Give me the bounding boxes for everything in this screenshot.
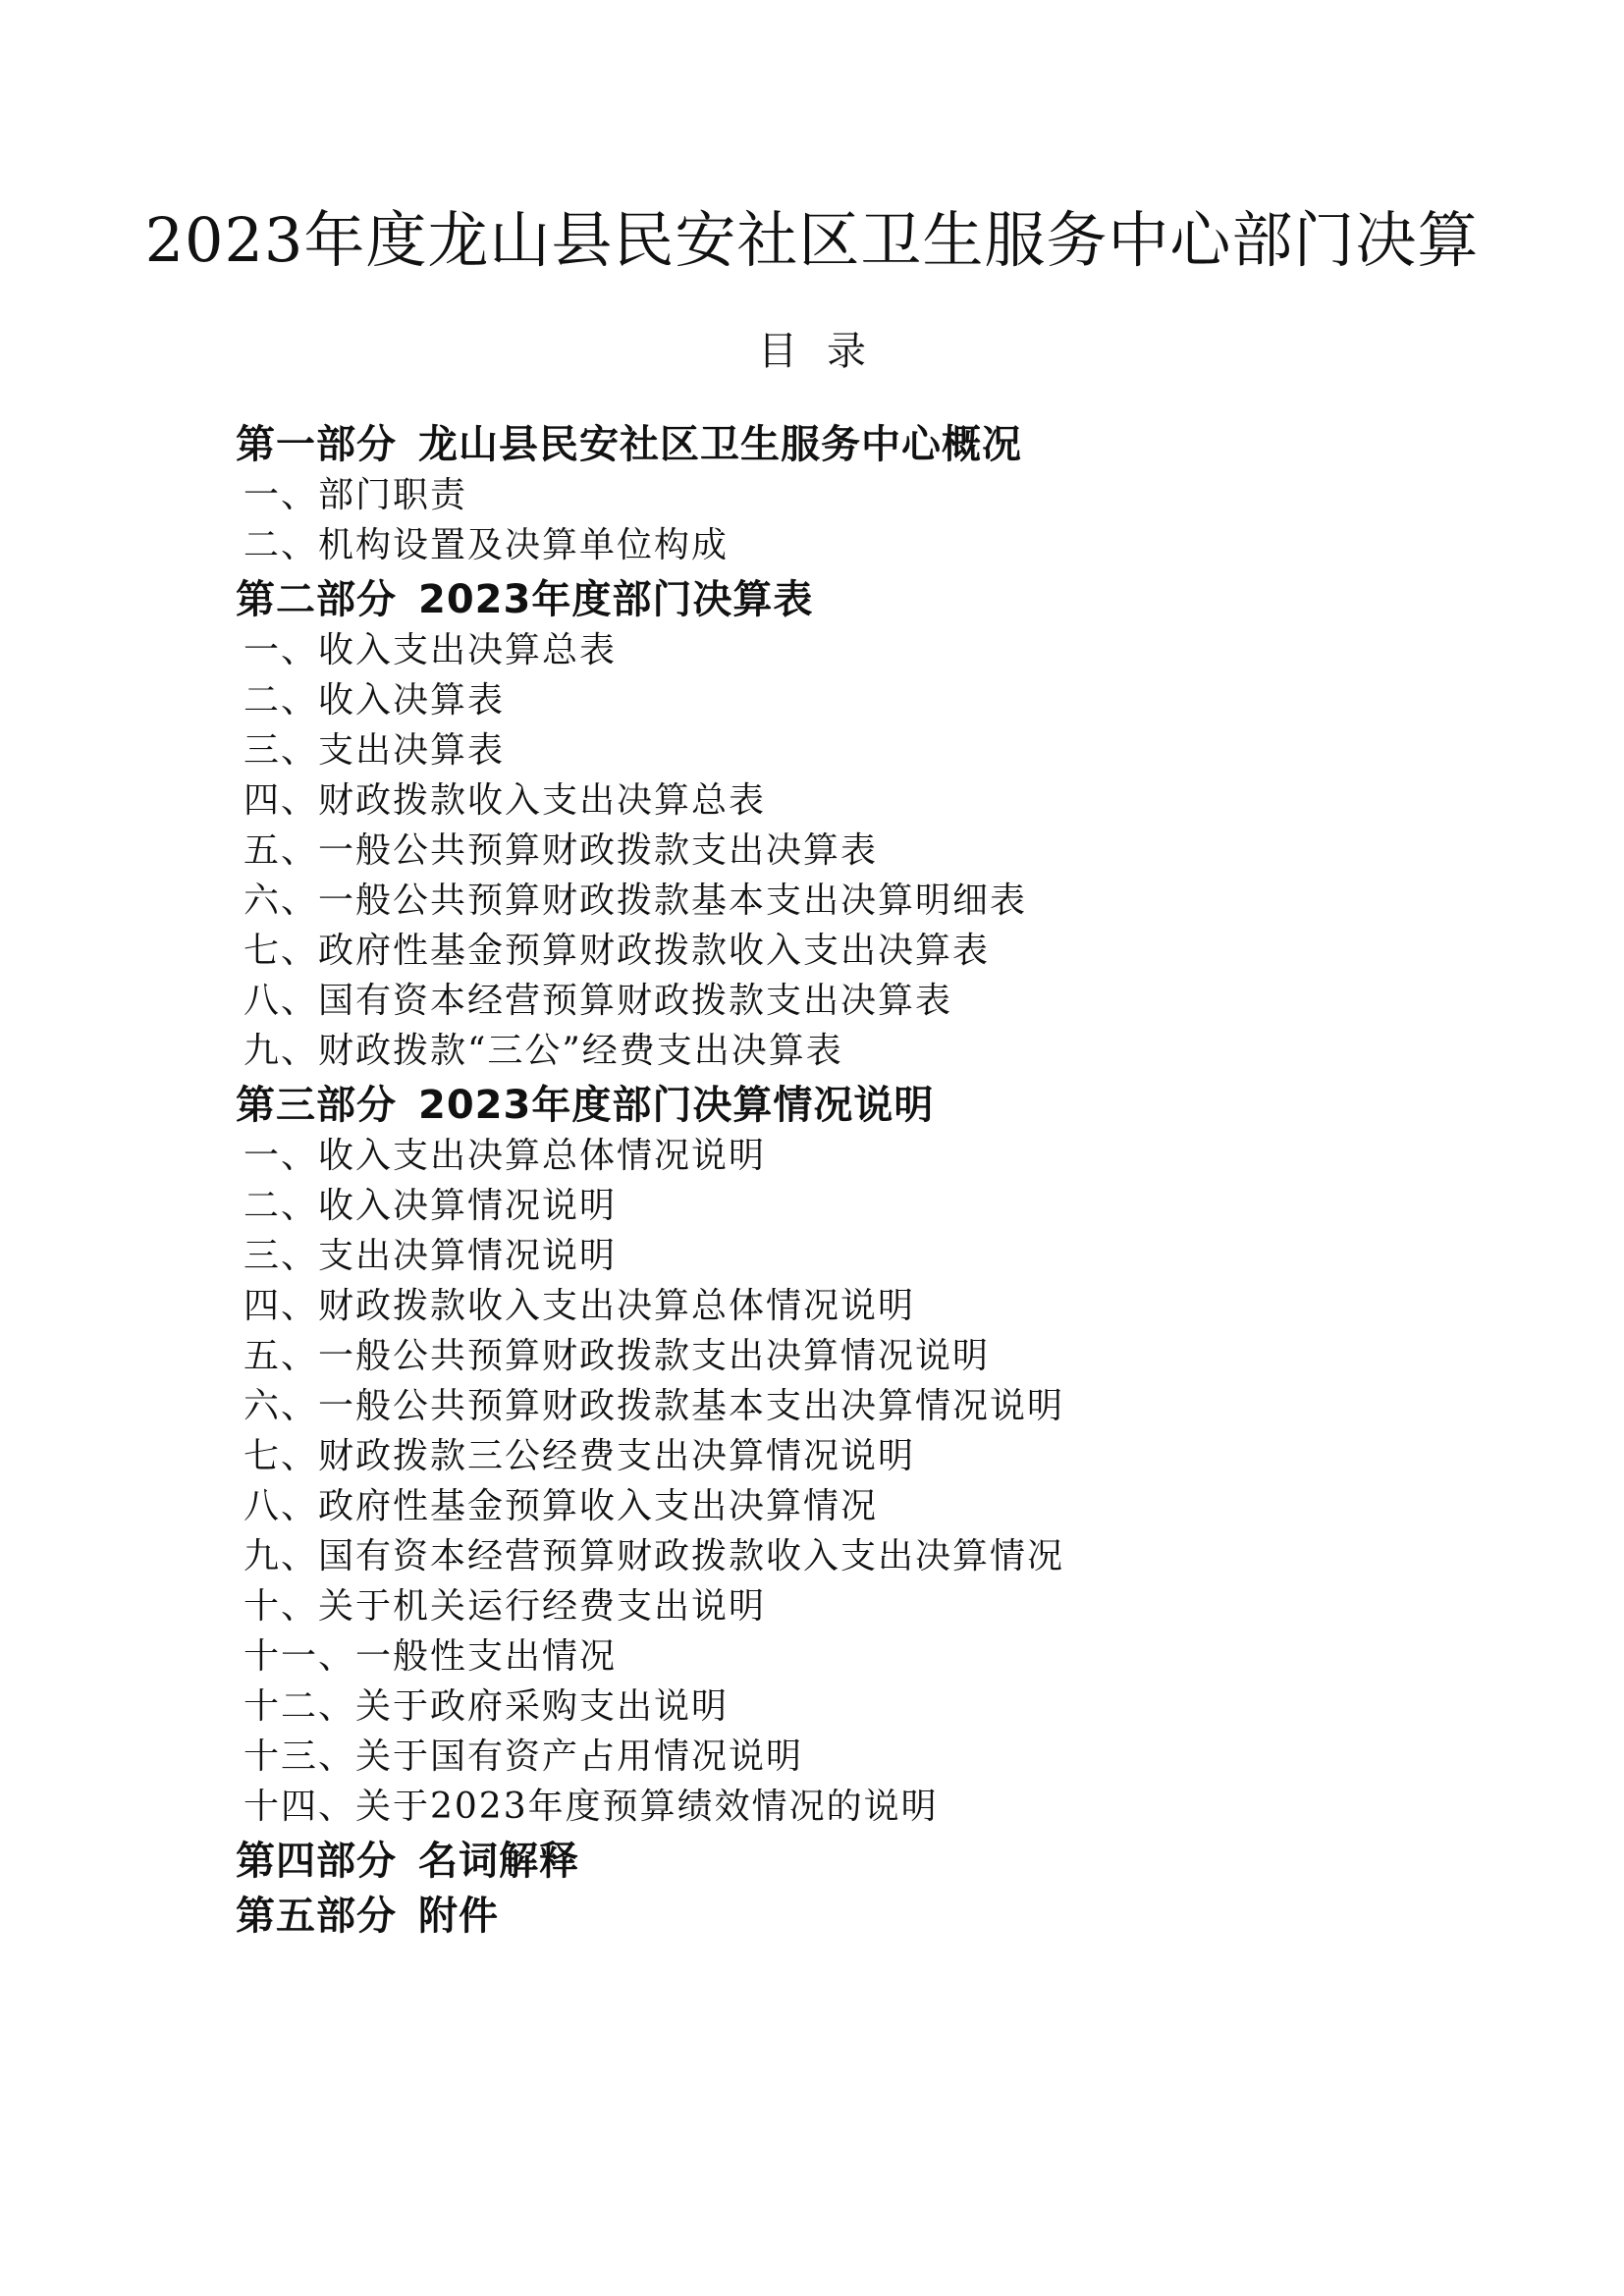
toc-item[interactable]: 五、一般公共预算财政拨款支出决算情况说明 [244,1336,991,1376]
toc-item[interactable]: 八、政府性基金预算收入支出决算情况 [244,1486,879,1526]
toc-item[interactable]: 七、财政拨款三公经费支出决算情况说明 [244,1436,916,1476]
toc-item[interactable]: 十三、关于国有资产占用情况说明 [244,1736,804,1777]
toc-item[interactable]: 一、部门职责 [244,475,468,515]
toc-item[interactable]: 三、支出决算情况说明 [244,1236,618,1276]
toc-item[interactable]: 十四、关于2023年度预算绩效情况的说明 [244,1787,939,1827]
part-title: 2023年度部门决算情况说明 [418,1083,935,1128]
toc-item[interactable]: 六、一般公共预算财政拨款基本支出决算明细表 [244,881,1028,921]
toc-item[interactable]: 九、国有资本经营预算财政拨款收入支出决算情况 [244,1536,1065,1576]
toc-item[interactable]: 六、一般公共预算财政拨款基本支出决算情况说明 [244,1386,1065,1426]
toc-item[interactable]: 九、财政拨款“三公”经费支出决算表 [244,1031,843,1071]
toc-item[interactable]: 二、机构设置及决算单位构成 [244,525,730,565]
toc-item[interactable]: 五、一般公共预算财政拨款支出决算表 [244,830,879,871]
toc-heading: 目录 [758,329,895,374]
toc-item[interactable]: 十、关于机关运行经费支出说明 [244,1586,767,1627]
part-label: 第四部分 [236,1839,397,1884]
table-of-contents [236,420,1463,1942]
part-title: 附件 [418,1894,499,1939]
part-title: 名词解释 [418,1839,579,1884]
toc-item[interactable]: 二、收入决算情况说明 [244,1186,618,1226]
part-title: 2023年度部门决算表 [418,577,814,622]
part-label: 第二部分 [236,577,397,622]
part-label: 第五部分 [236,1894,397,1939]
toc-item[interactable]: 八、国有资本经营预算财政拨款支出决算表 [244,981,953,1021]
toc-item[interactable]: 二、收入决算表 [244,680,506,721]
toc-part-1[interactable] [236,420,1463,470]
toc-item[interactable]: 七、政府性基金预算财政拨款收入支出决算表 [244,931,991,971]
toc-part-5[interactable] [236,1892,1463,1942]
toc-item[interactable]: 一、收入支出决算总表 [244,630,618,670]
toc-item[interactable]: 十一、一般性支出情况 [244,1636,618,1677]
toc-item[interactable]: 四、财政拨款收入支出决算总表 [244,780,767,821]
toc-part-3[interactable] [236,1081,1463,1131]
toc-part-2[interactable] [236,575,1463,625]
toc-part-4[interactable] [236,1837,1463,1887]
toc-item[interactable]: 三、支出决算表 [244,730,506,771]
part-title: 龙山县民安社区卫生服务中心概况 [418,422,1022,467]
toc-item[interactable]: 四、财政拨款收入支出决算总体情况说明 [244,1286,916,1326]
toc-item[interactable]: 十二、关于政府采购支出说明 [244,1686,730,1727]
part-label: 第三部分 [236,1083,397,1128]
part-label: 第一部分 [236,422,397,467]
toc-item[interactable]: 一、收入支出决算总体情况说明 [244,1136,767,1176]
document-title: 2023年度龙山县民安社区卫生服务中心部门决算 [144,204,1480,276]
